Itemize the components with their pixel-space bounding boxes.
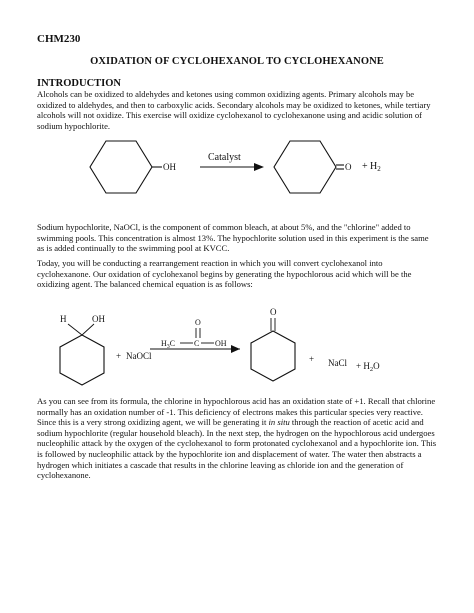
reaction-arrow-1-head (254, 163, 264, 171)
reactant-h-label: H (60, 314, 67, 324)
acetic-acid-carbon: C (194, 339, 200, 348)
c-oh-bond-2 (82, 324, 94, 335)
mechanism-text-part-2: through the reaction of acetic acid and sodium hypochlorite (regular household bleach). In the next step, the hydrogen on the hypochlorous acid undergoes nucleophilic attack by the oxygen of the cyclohexanol to form protonated cyclohexanol and a hypochlorite ion. This is followed by nucleophilic attack by the hypochlorite ion and displacement of water. The water then abstracts a hydrogen which initiates a cascade that results in the chlorine leaving as chloride ion and the generation of cyclohexanone. (37, 417, 437, 481)
hydrogen-byproduct: $H_2$ (370, 161, 381, 173)
arrow-catalyst-label: Catalyst (208, 152, 241, 163)
plus-sign-2: + (116, 351, 122, 361)
bleach-paragraph: Sodium hypochlorite, NaOCl, is the component of common bleach, at about 5%, and the "chlorine" added to swimming pools. This concentration is almost 13%. The hypochlorite solution used in this experiment is the same as is added continually to the swimming pool at KVCC. (37, 222, 429, 254)
reaction-arrow-2-head (231, 345, 240, 353)
product-o-label: O (345, 162, 352, 172)
reaction-scheme-1 (0, 135, 474, 215)
water-label: + $H_2O$ (356, 361, 380, 373)
c-h-bond (68, 324, 82, 335)
document-title: OXIDATION OF CYCLOHEXANOL TO CYCLOHEXANONE (90, 56, 384, 67)
product-o-label-2: O (270, 307, 277, 317)
plus-sign-3: + (309, 354, 315, 364)
mechanism-text-part-1: As you can see from its formula, the chlorine in hypochlorous acid has an oxidation state of +1. Recall that chlorine normally has an oxidation number of -1. This deficiency of electrons makes this particular species very reactive. Since this is a very strong oxidizing agent, we will be generating it (37, 396, 436, 428)
cyclohexanol-ring-2 (60, 335, 104, 385)
reactant-oh-label: OH (163, 162, 176, 172)
reaction-overview-paragraph: Today, you will be conducting a rearrangement reaction in which you will convert cyclohexanol into cyclohexanone. Our oxidation of cyclohexanol begins by generating the hypochlorous acid which will be the oxidizing agent. The balanced chemical equation is as follows: (37, 258, 412, 290)
reactant-oh-label-2: OH (92, 314, 105, 324)
intro-paragraph: Alcohols can be oxidized to aldehydes and ketones using common oxidizing agents. Primary alcohols may be oxidized to aldehydes, and then to carboxylic acids. Secondary alcohols may be oxidized to ketones, while tertiary alcohols will not oxidize. This exercise will oxidize cyclohexanol to cyclohexanone using and acidic solution of sodium hypochlorite. (37, 89, 431, 131)
plus-sign-1: + (362, 161, 368, 172)
section-heading-introduction: INTRODUCTION (37, 78, 122, 89)
cyclohexanone-ring-2 (251, 331, 295, 381)
reaction-scheme-2 (0, 305, 474, 395)
cyclohexanol-ring (90, 141, 152, 193)
cyclohexanone-ring (274, 141, 336, 193)
in-situ-italic: in situ (268, 417, 290, 428)
naocl-label: NaOCl (126, 351, 152, 361)
nacl-label: NaCl (328, 358, 347, 368)
acetic-acid-carbonyl-o: O (195, 318, 201, 327)
acetic-acid-methyl: $H_3C$ (161, 339, 176, 350)
acetic-acid-oh: OH (215, 339, 227, 348)
mechanism-paragraph (37, 396, 437, 481)
course-code: CHM230 (37, 33, 81, 45)
